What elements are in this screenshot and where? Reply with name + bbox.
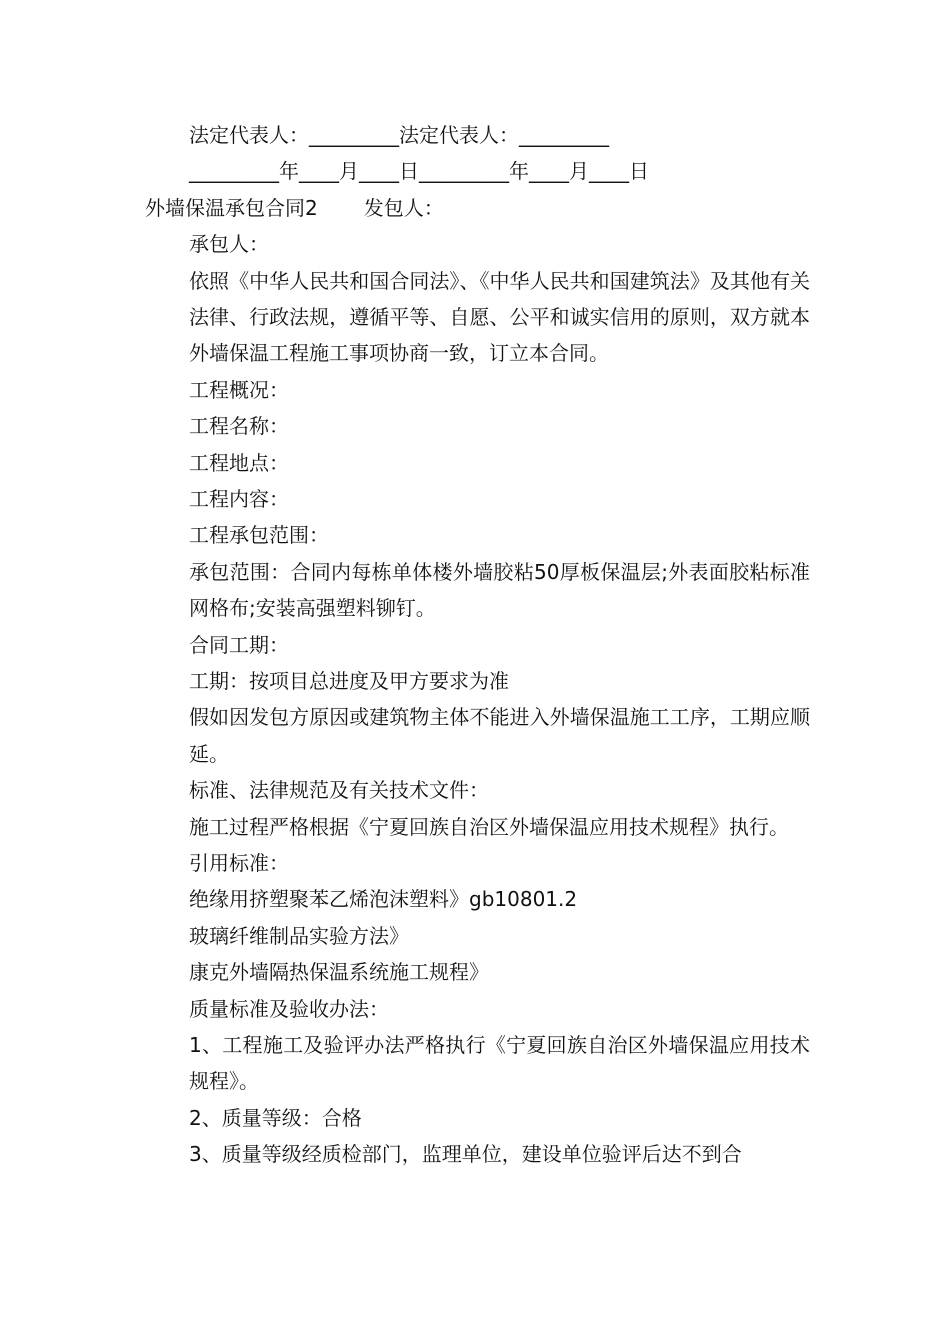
paragraph-period: 工期：按项目总进度及甲方要求为准 xyxy=(189,668,509,693)
heading-project-overview: 工程概况： xyxy=(189,377,289,402)
paragraph-scope: 承包范围：合同内每栋单体楼外墙胶粘50厚板保温层;外表面胶粘标准网格布;安装高强塑料铆钉。 xyxy=(189,559,810,621)
field-project-location: 工程地点： xyxy=(189,450,289,475)
heading-contract-period: 合同工期： xyxy=(189,632,289,657)
paragraph-delay: 假如因发包方原因或建筑物主体不能进入外墙保温施工工序，工期应顺延。 xyxy=(189,705,810,766)
heading-quality-acceptance: 质量标准及验收办法： xyxy=(189,996,389,1021)
quality-item-2: 2、质量等级：合格 xyxy=(189,1105,362,1130)
standard-item-1: 绝缘用挤塑聚苯乙烯泡沫塑料》gb10801.2 xyxy=(189,887,578,912)
field-project-content: 工程内容： xyxy=(189,486,289,511)
quality-item-1: 1、工程施工及验评办法严格执行《宁夏回族自治区外墙保温应用技术规程》。 xyxy=(189,1032,810,1094)
heading-referenced-standards: 引用标准： xyxy=(189,850,289,875)
legal-rep-line: 法定代表人：_________法定代表人：_________ xyxy=(189,123,609,147)
heading-standards: 标准、法律规范及有关技术文件： xyxy=(189,778,489,803)
document-body xyxy=(145,117,810,1172)
contract-heading-line xyxy=(145,190,810,226)
party-a-label: 发包人： xyxy=(363,195,444,220)
field-project-name: 工程名称： xyxy=(189,414,289,439)
quality-item-3: 3、质量等级经质检部门，监理单位，建设单位验评后达不到合 xyxy=(189,1142,742,1167)
standard-item-3: 康克外墙隔热保温系统施工规程》 xyxy=(189,960,489,985)
contract-title: 外墙保温承包合同2 xyxy=(145,195,318,220)
party-b-label: 承包人： xyxy=(189,232,269,257)
date-line: _________年____月____日_________年____月____日 xyxy=(189,159,649,184)
heading-contract-scope: 工程承包范围： xyxy=(189,523,329,548)
standard-item-2: 玻璃纤维制品实验方法》 xyxy=(189,923,409,948)
paragraph-intro: 依照《中华人民共和国合同法》、《中华人民共和国建筑法》及其他有关法律、行政法规，遵循平等、自愿、公平和诚实信用的原则，双方就本外墙保温工程施工事项协商一致，订立本合同。 xyxy=(189,268,810,366)
paragraph-construction-rules: 施工过程严格根据《宁夏回族自治区外墙保温应用技术规程》执行。 xyxy=(189,814,789,839)
